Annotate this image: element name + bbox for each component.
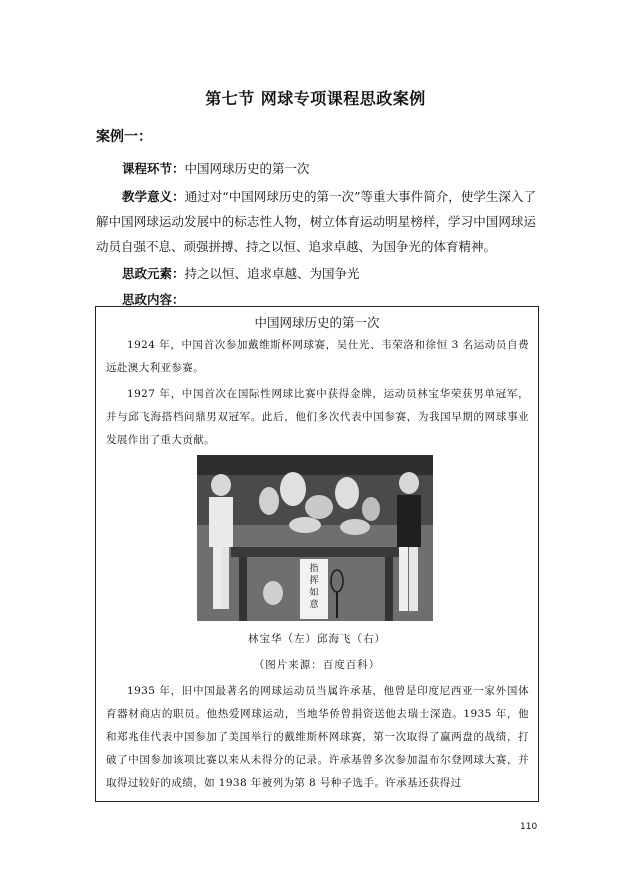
course-segment-text: 中国网球历史的第一次 — [184, 161, 310, 176]
teaching-significance — [96, 184, 536, 259]
case-heading: 案例一： — [96, 129, 152, 145]
page-number: 110 — [520, 822, 538, 832]
teaching-significance-text: 通过对“中国网球历史的第一次”等重大事件简介，使学生深入了解中国网球运动发展中的标志性人物，树立体育运动明星榜样，学习中国网球运动员自强不息、顽强拼搏、持之以恒、追求卓越、为国争光的体育精神。 — [96, 189, 536, 254]
ideology-elements-text: 持之以恒、追求卓越、为国争光 — [184, 266, 360, 281]
content-box — [95, 306, 539, 802]
banner-text: 指挥如意 — [309, 564, 319, 610]
teaching-significance-label: 教学意义： — [122, 189, 185, 204]
section-title: 第七节 网球专项课程思政案例 — [205, 89, 426, 108]
box-paragraph: 1924 年，中国首次参加戴维斯杯网球赛，吴仕光、韦荣洛和徐恒 3 名运动员自费远赴澳大利亚参赛。 — [106, 339, 529, 374]
ideology-content-label: 思政内容： — [122, 292, 185, 307]
box-paragraph: 1935 年，旧中国最著名的网球运动员当属许承基，他曾是印度尼西亚一家外国体育器材商店的职员。他热爱网球运动，当地华侨曾捐资送他去瑞士深造。1935 年，他和郑兆佳代表中国参加了美国举行的戴维斯杯网球赛，第一次取得了赢两盘的战绩，打破了中国参加该项比赛以来从未得分的记录。许承基曾多次参加温布尔登网球大赛，并取得过较好的成绩，如 1938 年被列为第 8 号种子选手。许承基还获得过 — [106, 685, 529, 789]
photo-source: （图片来源：百度百科） — [253, 659, 381, 671]
course-segment-label: 课程环节： — [122, 161, 185, 176]
photo-caption: 林宝华（左）邱海飞（右） — [248, 633, 386, 645]
historic-photo — [197, 455, 433, 621]
ideology-elements-label: 思政元素： — [122, 266, 185, 281]
course-segment — [122, 156, 310, 181]
box-paragraph: 1927 年，中国首次在国际性网球比赛中获得金牌，运动员林宝华荣获男单冠军，并与邱飞海搭档问鼎男双冠军。此后，他们多次代表中国参赛，为我国早期的网球事业发展作出了重大贡献。 — [106, 388, 529, 446]
box-title: 中国网球历史的第一次 — [254, 315, 380, 330]
ideology-elements — [122, 261, 360, 286]
